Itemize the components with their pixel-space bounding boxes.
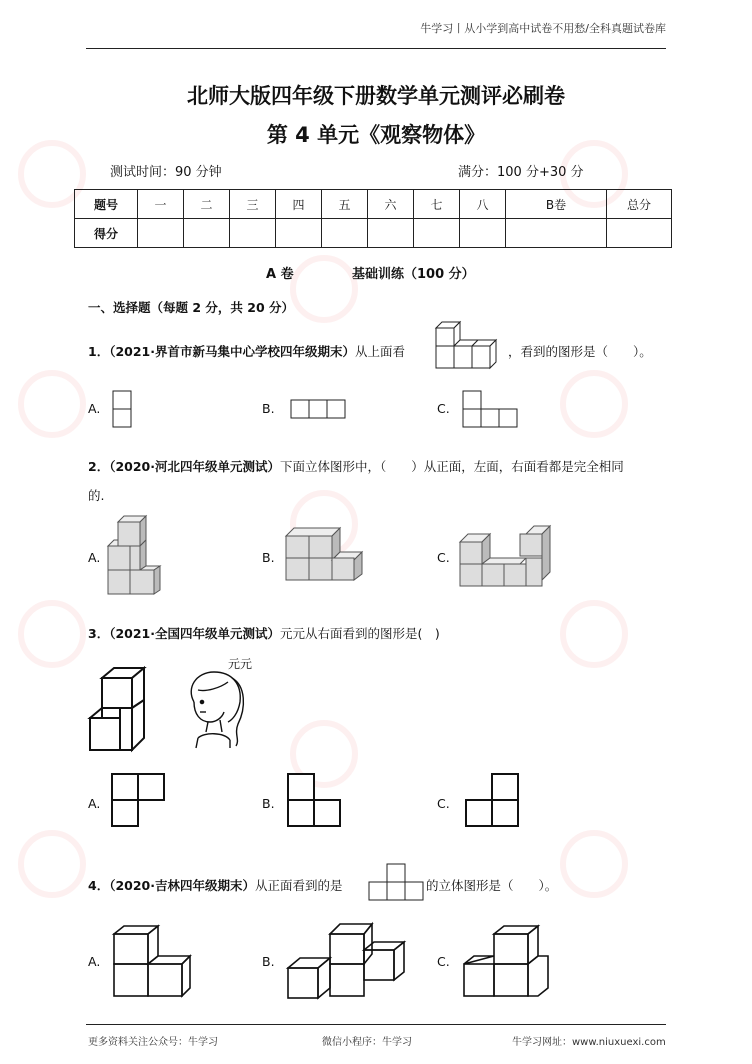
table-cell: 七	[414, 190, 460, 219]
question-source: （2021·界首市新马集中心学校四年级期末）	[109, 344, 355, 359]
score-input-cell[interactable]	[184, 219, 230, 248]
option-b[interactable]: B.	[262, 550, 275, 565]
option-c[interactable]: C.	[437, 954, 450, 969]
q1-solid-figure	[436, 326, 498, 372]
question-2-cont: 的.	[88, 488, 105, 503]
question-text: 从正面看到的是	[255, 878, 343, 893]
section-a-label: A 卷	[266, 267, 294, 282]
score-table	[74, 189, 672, 248]
option-b[interactable]: B.	[262, 954, 275, 969]
header-divider	[86, 48, 666, 49]
table-cell: 题号	[75, 190, 138, 219]
question-number: 1．	[88, 344, 110, 359]
question-number: 2．	[88, 459, 110, 474]
q1-option-a-shape[interactable]	[112, 390, 134, 428]
watermark-logo	[18, 830, 86, 898]
q4-option-c-solid[interactable]	[462, 922, 552, 1000]
q2-option-a-solid[interactable]	[106, 514, 162, 598]
score-input-cell[interactable]	[276, 219, 322, 248]
question-text: 下面立体图形中，（ ）从正面，左面，右面看都是完全相同	[280, 459, 624, 474]
question-2	[88, 457, 624, 475]
question-4-tail: 的立体图形是（ ）。	[426, 878, 558, 893]
watermark-logo	[560, 370, 628, 438]
score-input-cell[interactable]	[460, 219, 506, 248]
q3-solid-figure	[88, 664, 148, 754]
option-b[interactable]: B.	[262, 401, 275, 416]
table-row	[75, 190, 672, 219]
q4-front-view-shape	[368, 862, 424, 902]
table-cell: 得分	[75, 219, 138, 248]
watermark-logo	[560, 830, 628, 898]
option-a[interactable]: A.	[88, 796, 101, 811]
page-header: 牛学习丨从小学到高中试卷不用愁/全科真题试卷库	[420, 22, 666, 35]
question-text: 元元从右面看到的图形是( )	[280, 626, 440, 641]
watermark-logo	[18, 600, 86, 668]
full-score: 满分：100 分+30 分	[458, 165, 584, 180]
watermark-logo	[18, 370, 86, 438]
option-c[interactable]: C.	[437, 796, 450, 811]
table-cell: 二	[184, 190, 230, 219]
page-subtitle: 第 4 单元《观察物体》	[266, 123, 486, 147]
page-title: 北师大版四年级下册数学单元测评必刷卷	[187, 84, 565, 108]
score-input-cell[interactable]	[506, 219, 607, 248]
option-a[interactable]: A.	[88, 550, 101, 565]
q1-option-b-shape[interactable]	[290, 399, 350, 419]
girl-figure-icon	[180, 668, 250, 750]
option-a[interactable]: A.	[88, 954, 101, 969]
part1-title: 一、选择题（每题 2 分，共 20 分）	[88, 300, 295, 315]
footer-divider	[86, 1024, 666, 1025]
q2-option-b-solid[interactable]	[284, 524, 374, 586]
option-c[interactable]: C.	[437, 550, 450, 565]
q3-option-b-shape[interactable]	[286, 772, 344, 830]
question-text: 从上面看	[355, 344, 406, 359]
table-cell: 六	[368, 190, 414, 219]
figure-label: 元元	[228, 657, 253, 671]
question-number: 3．	[88, 626, 110, 641]
question-source: （2020·吉林四年级期末）	[109, 878, 255, 893]
question-1	[88, 342, 405, 360]
question-source: （2021·全国四年级单元测试）	[109, 626, 280, 641]
table-row	[75, 219, 672, 248]
score-input-cell[interactable]	[322, 219, 368, 248]
table-cell: 三	[230, 190, 276, 219]
q2-option-c-solid[interactable]	[458, 520, 552, 590]
q1-option-c-shape[interactable]	[462, 390, 522, 430]
watermark-logo	[560, 600, 628, 668]
q3-option-c-shape[interactable]	[464, 772, 522, 830]
q4-option-b-solid[interactable]	[286, 918, 410, 1004]
question-4	[88, 876, 343, 894]
test-time: 测试时间：90 分钟	[110, 165, 222, 180]
question-source: （2020·河北四年级单元测试）	[109, 459, 280, 474]
q3-option-a-shape[interactable]	[110, 772, 168, 830]
question-number: 4．	[88, 878, 110, 893]
score-input-cell[interactable]	[138, 219, 184, 248]
score-input-cell[interactable]	[368, 219, 414, 248]
section-a-title: 基础训练（100 分）	[352, 267, 475, 282]
table-cell: B卷	[506, 190, 607, 219]
table-cell: 总分	[607, 190, 672, 219]
question-1-tail: ，看到的图形是（ ）。	[508, 344, 652, 359]
option-c[interactable]: C.	[437, 401, 450, 416]
score-input-cell[interactable]	[230, 219, 276, 248]
score-input-cell[interactable]	[607, 219, 672, 248]
footer-mid: 微信小程序：牛学习	[322, 1037, 412, 1048]
q4-option-a-solid[interactable]	[110, 922, 190, 1000]
score-input-cell[interactable]	[414, 219, 460, 248]
table-cell: 一	[138, 190, 184, 219]
footer-left: 更多资料关注公众号：牛学习	[88, 1037, 218, 1048]
option-b[interactable]: B.	[262, 796, 275, 811]
table-cell: 四	[276, 190, 322, 219]
option-a[interactable]: A.	[88, 401, 101, 416]
question-3	[88, 624, 440, 642]
footer-right[interactable]: 牛学习网址：www.niuxuexi.com	[512, 1037, 666, 1048]
table-cell: 五	[322, 190, 368, 219]
watermark-logo	[290, 255, 358, 323]
table-cell: 八	[460, 190, 506, 219]
